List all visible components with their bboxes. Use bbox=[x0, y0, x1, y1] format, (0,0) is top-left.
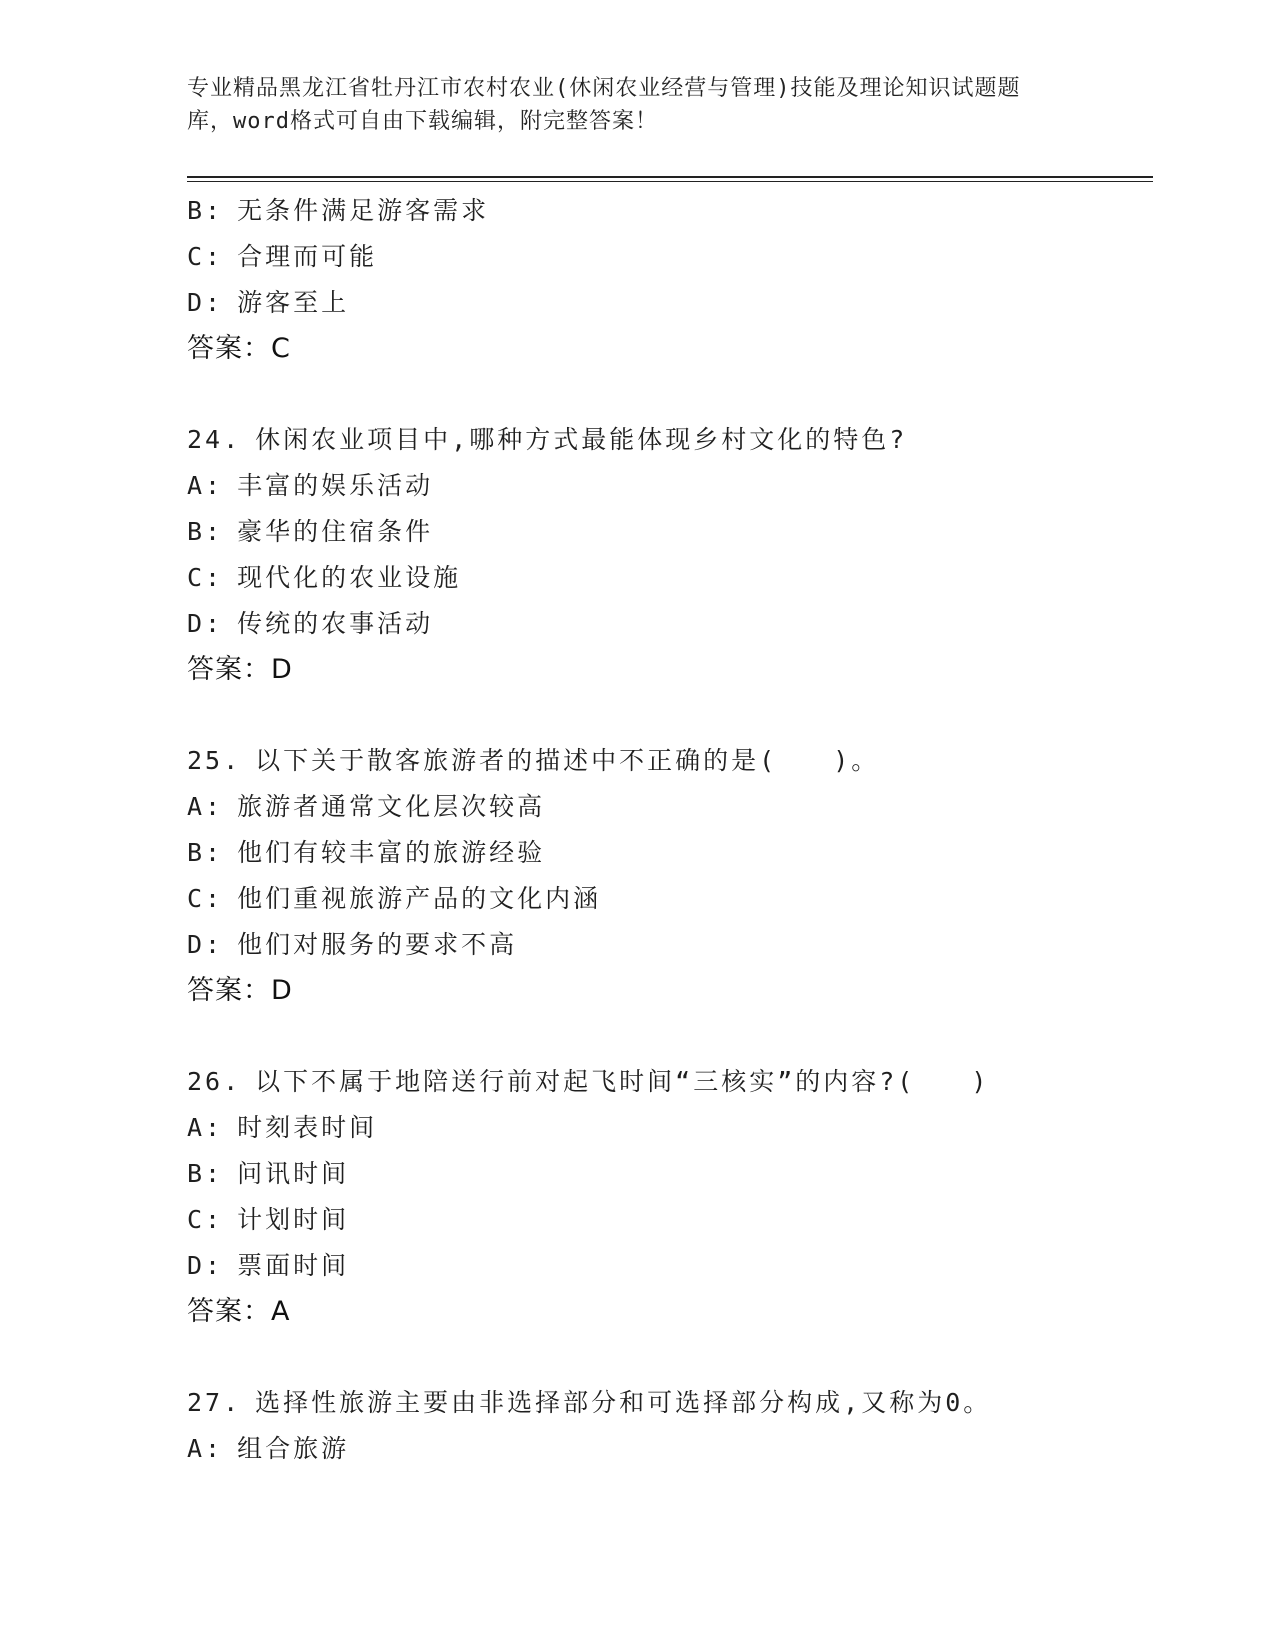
option-key: D: bbox=[187, 288, 224, 317]
option-text: 他们对服务的要求不高 bbox=[237, 930, 518, 959]
question-stem bbox=[187, 417, 1147, 463]
question-stem bbox=[187, 1059, 1147, 1105]
option-d bbox=[187, 601, 1147, 647]
question-24 bbox=[187, 417, 1147, 693]
document-header bbox=[187, 72, 1087, 138]
question-continued bbox=[187, 188, 1147, 372]
question-stem bbox=[187, 1380, 1147, 1426]
option-key: A: bbox=[187, 1113, 224, 1142]
option-key: D: bbox=[187, 609, 224, 638]
option-text: 豪华的住宿条件 bbox=[237, 517, 434, 546]
question-text: 休闲农业项目中,哪种方式最能体现乡村文化的特色? bbox=[255, 425, 908, 454]
option-text: 合理而可能 bbox=[237, 242, 378, 271]
option-key: A: bbox=[187, 1434, 224, 1463]
option-key: C: bbox=[187, 563, 224, 592]
option-text: 票面时间 bbox=[237, 1251, 350, 1280]
option-c bbox=[187, 876, 1147, 922]
question-number: 26. bbox=[187, 1067, 242, 1096]
option-b bbox=[187, 188, 1147, 234]
question-text: 以下关于散客旅游者的描述中不正确的是( )。 bbox=[255, 746, 880, 775]
question-text: 以下不属于地陪送行前对起飞时间“三核实”的内容?( ) bbox=[255, 1067, 990, 1096]
option-b bbox=[187, 830, 1147, 876]
option-a bbox=[187, 1105, 1147, 1151]
option-key: B: bbox=[187, 838, 224, 867]
question-number: 25. bbox=[187, 746, 242, 775]
option-b bbox=[187, 509, 1147, 555]
header-rule-thin bbox=[187, 181, 1153, 182]
option-d bbox=[187, 922, 1147, 968]
header-title-line-2: 库，word格式可自由下载编辑，附完整答案！ bbox=[187, 109, 658, 134]
option-c bbox=[187, 1197, 1147, 1243]
option-key: D: bbox=[187, 1251, 224, 1280]
option-key: C: bbox=[187, 1205, 224, 1234]
option-text: 组合旅游 bbox=[237, 1434, 350, 1463]
option-text: 旅游者通常文化层次较高 bbox=[237, 792, 546, 821]
option-key: C: bbox=[187, 242, 224, 271]
header-title-line-1: 专业精品黑龙江省牡丹江市农村农业(休闲农业经营与管理)技能及理论知识试题题 bbox=[187, 76, 1021, 101]
option-key: A: bbox=[187, 792, 224, 821]
header-rule-thick bbox=[187, 176, 1153, 178]
option-d bbox=[187, 280, 1147, 326]
option-a bbox=[187, 463, 1147, 509]
option-key: B: bbox=[187, 1159, 224, 1188]
spacer bbox=[187, 693, 1147, 738]
question-list bbox=[187, 188, 1147, 1472]
question-26 bbox=[187, 1059, 1147, 1335]
option-key: C: bbox=[187, 884, 224, 913]
option-a bbox=[187, 1426, 1147, 1472]
option-key: B: bbox=[187, 517, 224, 546]
option-text: 无条件满足游客需求 bbox=[237, 196, 490, 225]
option-d bbox=[187, 1243, 1147, 1289]
answer-line: 答案：C bbox=[187, 333, 291, 364]
option-text: 时刻表时间 bbox=[237, 1113, 378, 1142]
option-b bbox=[187, 1151, 1147, 1197]
question-text: 选择性旅游主要由非选择部分和可选择部分构成,又称为0。 bbox=[255, 1388, 992, 1417]
option-text: 丰富的娱乐活动 bbox=[237, 471, 434, 500]
option-text: 现代化的农业设施 bbox=[237, 563, 462, 592]
option-c bbox=[187, 234, 1147, 280]
question-27 bbox=[187, 1380, 1147, 1472]
question-number: 27. bbox=[187, 1388, 242, 1417]
option-text: 问讯时间 bbox=[237, 1159, 350, 1188]
option-text: 游客至上 bbox=[237, 288, 350, 317]
option-text: 他们有较丰富的旅游经验 bbox=[237, 838, 546, 867]
option-key: A: bbox=[187, 471, 224, 500]
spacer bbox=[187, 372, 1147, 417]
option-c bbox=[187, 555, 1147, 601]
spacer bbox=[187, 1335, 1147, 1380]
option-a bbox=[187, 784, 1147, 830]
answer-line: 答案：D bbox=[187, 654, 293, 685]
option-text: 计划时间 bbox=[237, 1205, 350, 1234]
answer-line: 答案：D bbox=[187, 975, 293, 1006]
option-text: 传统的农事活动 bbox=[237, 609, 434, 638]
question-number: 24. bbox=[187, 425, 242, 454]
option-key: D: bbox=[187, 930, 224, 959]
option-key: B: bbox=[187, 196, 224, 225]
question-25 bbox=[187, 738, 1147, 1014]
question-stem bbox=[187, 738, 1147, 784]
spacer bbox=[187, 1014, 1147, 1059]
option-text: 他们重视旅游产品的文化内涵 bbox=[237, 884, 602, 913]
answer-line: 答案：A bbox=[187, 1296, 291, 1327]
